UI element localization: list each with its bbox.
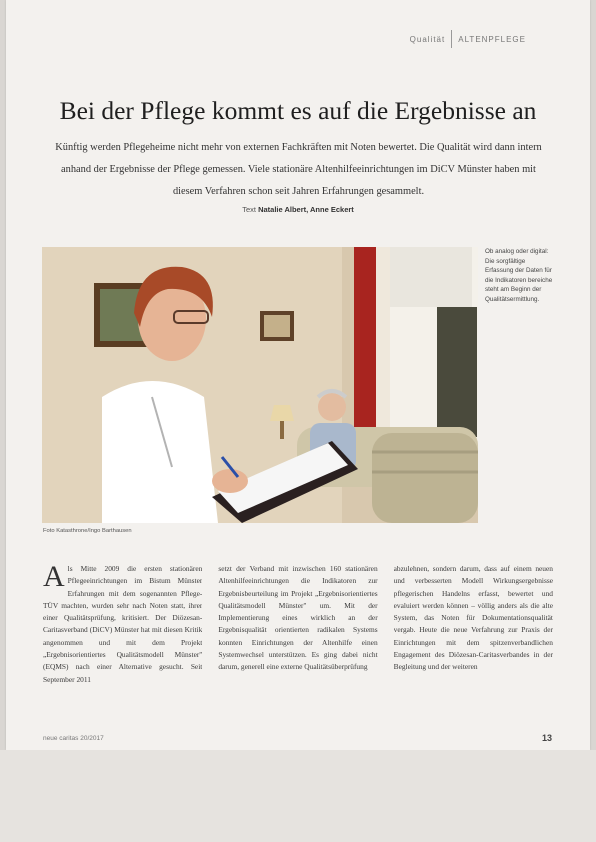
red-curtain: [354, 247, 376, 457]
byline-prefix: Text: [242, 205, 256, 214]
byline-authors: Natalie Albert, Anne Eckert: [258, 205, 354, 214]
body-column-1: [43, 563, 202, 717]
page-number: 13: [541, 733, 552, 743]
photo-caption: Ob analog oder digital: Die sorgfältige Erfassung der Daten für die Indikatoren bereiche steht am Beginn der Qualitätsermittlung.: [485, 248, 553, 303]
section-header: [410, 30, 526, 48]
scan-background: [0, 750, 596, 842]
nurse-with-resident-illustration: [42, 247, 478, 523]
category-label: ALTENPFLEGE: [458, 34, 526, 44]
drop-cap: A: [43, 563, 65, 593]
photo-credit: Foto Katasthrone/Ingo Barthausen: [43, 528, 132, 534]
article-title: Bei der Pflege kommt es auf die Ergebnisse an: [59, 96, 537, 125]
article-body: [43, 563, 553, 717]
article-lead: Künftig werden Pflegeheime nicht mehr von externen Fachkräften mit Noten bewertet. Die Qualität wird dann intern anhand der Ergebnisse der Pflege gemessen. Viele stationäre Altenhilfeeinrichtungen im DiCV Münster haben mit diesem Verfahren schon seit Jahren Erfahrungen gesammelt.: [55, 142, 542, 197]
issue-info: neue caritas 20/2017: [43, 735, 104, 742]
body-column-1-text: ls Mitte 2009 die ersten stationären Pflegeeinrichtungen im Bistum Münster Erfahrungen mit dem sogenannten Pflege-TÜV machten, wurden sehr nach Noten statt, ihrer einer Qualitätsprüfung, kritisiert. Der Diözesan-Caritasverband (DiCV) Münster hat mit diesen Kritik angenommen und mit dem Projekt „Ergebnisorientiertes Qualitätsmodell Münster" (EQMS) nach einer Alternative gesucht. Seit September 2011: [43, 564, 203, 684]
header-divider: [451, 30, 452, 48]
body-column-3: abzulehnen, sondern darum, dass auf einem neuen und verbesserten Modell Wirkungsergebnisse pflegerischen Handelns erfasst, bewertet und evaluiert werden können – völlig anders als die alte System, das Noten für Dokumentationsqualität vergab. Heute die neue Verfahrung zur Praxis der Einrichtungen mit dem spitzenverbandlichen Engagement des Diözesan-Caritasverbandes in der Begleitung und der weiteren: [393, 564, 553, 672]
magazine-page: [6, 0, 590, 750]
byline: [6, 205, 590, 214]
section-label: Qualität: [409, 34, 446, 44]
article-photo: [42, 247, 478, 523]
body-column-2: setzt der Verband mit inzwischen 160 stationären Altenhilfeeinrichtungen die Indikatoren zur Ergebnisbeurteilung im Projekt „Ergebnisorientiertes Qualitätsmodell Münster" um. Mit der Implementierung eines wirklich an der Ergebnisqualität orientierten radikalen Systems konnten Einrichtungen der Altenhilfe einen Systemwechsel unterstützen. Es ging dabei nicht darum, generell eine externe Qualitätsüberprüfung: [218, 564, 378, 672]
